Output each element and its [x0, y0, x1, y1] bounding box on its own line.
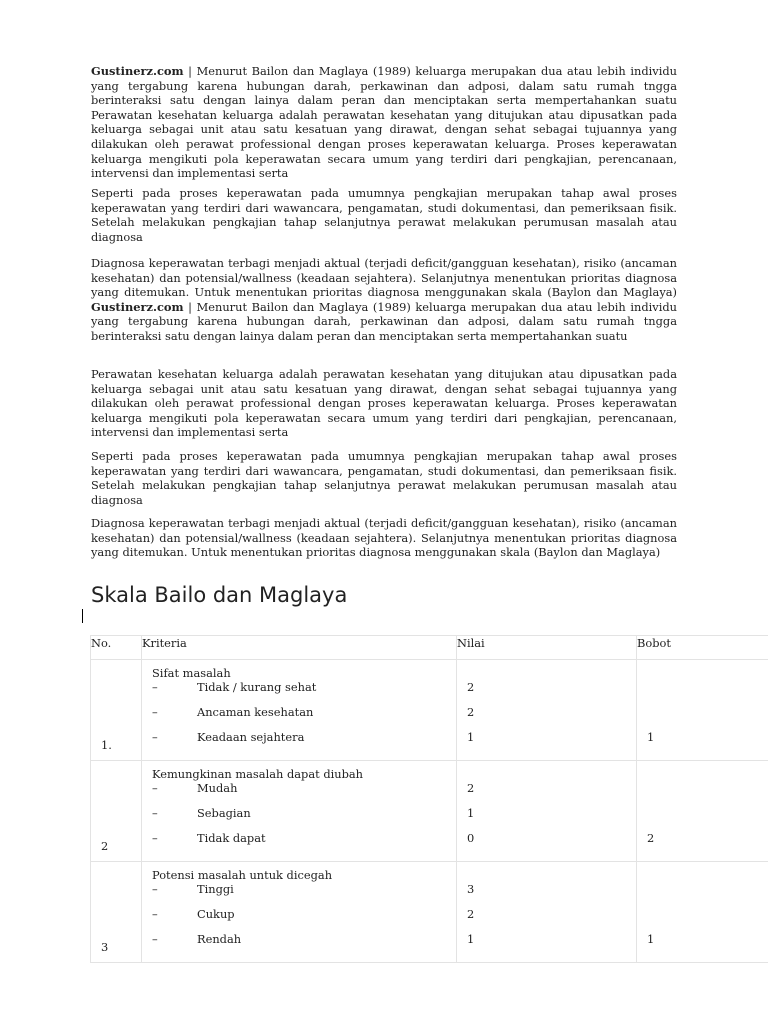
criteria-title: Sifat masalah — [152, 666, 231, 680]
nilai-value: 2 — [467, 680, 475, 694]
criteria-option — [152, 806, 452, 820]
bobot-value: 2 — [647, 831, 655, 845]
dash-bullet: – — [152, 907, 158, 921]
criteria-option — [152, 932, 452, 946]
nilai-value: 2 — [467, 907, 475, 921]
header-kriteria: Kriteria — [142, 636, 457, 660]
dash-bullet: – — [152, 932, 158, 946]
paragraph-text: Diagnosa keperawatan terbagi menjadi aktual (terjadi deficit/gangguan kesehatan), risiko (ancaman kesehatan) dan potensial/wallness (keadaan sejahtera). Selanjutnya menentukan prioritas diagnosa yang ditemukan. Untuk menentukan prioritas diagnosa menggunakan skala (Baylon dan Maglaya) — [91, 256, 677, 300]
option-label: Cukup — [197, 907, 235, 921]
dash-bullet: – — [152, 831, 158, 845]
nilai-value: 2 — [467, 705, 475, 719]
row-number: 3 — [101, 940, 109, 954]
bobot-cell — [637, 862, 768, 963]
site-name[interactable]: Gustinerz.com — [91, 64, 184, 78]
row-number-cell — [91, 660, 142, 761]
nilai-value: 1 — [467, 932, 475, 946]
option-label: Tidak / kurang sehat — [197, 680, 317, 694]
criteria-option — [152, 882, 452, 896]
paragraph-1 — [91, 64, 677, 181]
criteria-cell — [142, 862, 457, 963]
paragraph-4 — [91, 367, 677, 440]
paragraph-text: Seperti pada proses keperawatan pada umumnya pengkajian merupakan tahap awal proses keperawatan yang terdiri dari wawancara, pengamatan, studi dokumentasi, dan pemeriksaan fisik. Setelah melakukan pengkajian tahap selanjutnya perawat melakukan perumusan masalah atau diagnosa — [91, 186, 677, 244]
nilai-value: 0 — [467, 831, 475, 845]
dash-bullet: – — [152, 705, 158, 719]
nilai-value: 3 — [467, 882, 475, 896]
criteria-title: Potensi masalah untuk dicegah — [152, 868, 333, 882]
paragraph-text: Perawatan kesehatan keluarga adalah perawatan kesehatan yang ditujukan atau dipusatkan pada keluarga sebagai unit atau satu kesatuan yang dirawat, dengan sehat sebagai tujuannya yang dilakukan oleh perawat professional dengan proses keperawatan keluarga. Proses keperawatan keluarga mengikuti pola keperawatan secara umum yang terdiri dari pengkajian, perencanaan, intervensi dan implementasi serta — [91, 367, 677, 440]
criteria-option — [152, 705, 452, 719]
criteria-cell — [142, 660, 457, 761]
paragraph-text: | Menurut Bailon dan Maglaya (1989) keluarga merupakan dua atau lebih individu yang tergabung karena hubungan darah, perkawinan dan adposi, dalam satu rumah tngga berinteraksi satu dengan lainya dalam peran dan menciptakan serta mempertahankan suatu — [91, 299, 677, 343]
row-number: 1. — [101, 738, 112, 752]
header-no: No. — [91, 636, 142, 660]
bobot-cell — [637, 761, 768, 862]
nilai-value: 2 — [467, 781, 475, 795]
criteria-cell — [142, 761, 457, 862]
bobot-value: 1 — [647, 730, 655, 744]
row-number-cell — [91, 761, 142, 862]
option-label: Tidak dapat — [197, 831, 266, 845]
dash-bullet: – — [152, 882, 158, 896]
paragraph-3 — [91, 256, 677, 344]
section-heading: Skala Bailo dan Maglaya — [91, 583, 348, 607]
option-label: Tinggi — [197, 882, 234, 896]
criteria-option — [152, 680, 452, 694]
bobot-value: 1 — [647, 932, 655, 946]
paragraph-text: | Menurut Bailon dan Maglaya (1989) keluarga merupakan dua atau lebih individu yang tergabung karena hubungan darah, perkawinan dan adposi, dalam satu rumah tngga berinteraksi satu dengan lainya dalam peran dan menciptakan serta mempertahankan suatu Perawatan kesehatan keluarga adalah perawatan kesehatan yang ditujukan atau dipusatkan pada keluarga sebagai unit atau satu kesatuan yang dirawat, dengan sehat sebagai tujuannya yang dilakukan oleh perawat professional dengan proses keperawatan keluarga. Proses keperawatan keluarga mengikuti pola keperawatan secara umum yang terdiri dari pengkajian, perencanaan, intervensi dan implementasi serta — [91, 64, 677, 181]
dash-bullet: – — [152, 680, 158, 694]
criteria-option — [152, 831, 452, 845]
table-row — [91, 660, 768, 761]
option-label: Ancaman kesehatan — [197, 705, 314, 719]
header-bobot: Bobot — [637, 636, 768, 660]
option-label: Mudah — [197, 781, 238, 795]
criteria-option — [152, 781, 452, 795]
paragraph-text: Diagnosa keperawatan terbagi menjadi aktual (terjadi deficit/gangguan kesehatan), risiko (ancaman kesehatan) dan potensial/wallness (keadaan sejahtera). Selanjutnya menentukan prioritas diagnosa yang ditemukan. Untuk menentukan prioritas diagnosa menggunakan skala (Baylon dan Maglaya) — [91, 516, 677, 560]
row-number-cell — [91, 862, 142, 963]
option-label: Sebagian — [197, 806, 251, 820]
nilai-cell — [457, 660, 637, 761]
paragraph-5 — [91, 449, 677, 507]
criteria-title: Kemungkinan masalah dapat diubah — [152, 767, 364, 781]
paragraph-6 — [91, 516, 677, 560]
nilai-value: 1 — [467, 806, 475, 820]
criteria-option — [152, 907, 452, 921]
dash-bullet: – — [152, 781, 158, 795]
nilai-cell — [457, 761, 637, 862]
nilai-value: 1 — [467, 730, 475, 744]
nilai-cell — [457, 862, 637, 963]
table-header-row — [91, 636, 768, 660]
table-row — [91, 761, 768, 862]
dash-bullet: – — [152, 730, 158, 744]
dash-bullet: – — [152, 806, 158, 820]
row-number: 2 — [101, 839, 109, 853]
option-label: Rendah — [197, 932, 242, 946]
bobot-cell — [637, 660, 768, 761]
option-label: Keadaan sejahtera — [197, 730, 305, 744]
paragraph-text: Seperti pada proses keperawatan pada umumnya pengkajian merupakan tahap awal proses keperawatan yang terdiri dari wawancara, pengamatan, studi dokumentasi, dan pemeriksaan fisik. Setelah melakukan pengkajian tahap selanjutnya perawat melakukan perumusan masalah atau diagnosa — [91, 449, 677, 507]
table-row — [91, 862, 768, 963]
site-name[interactable]: Gustinerz.com — [91, 299, 184, 314]
scoring-table — [90, 635, 768, 963]
paragraph-2 — [91, 186, 677, 244]
criteria-option — [152, 730, 452, 744]
text-cursor — [82, 609, 83, 623]
header-nilai: Nilai — [457, 636, 637, 660]
